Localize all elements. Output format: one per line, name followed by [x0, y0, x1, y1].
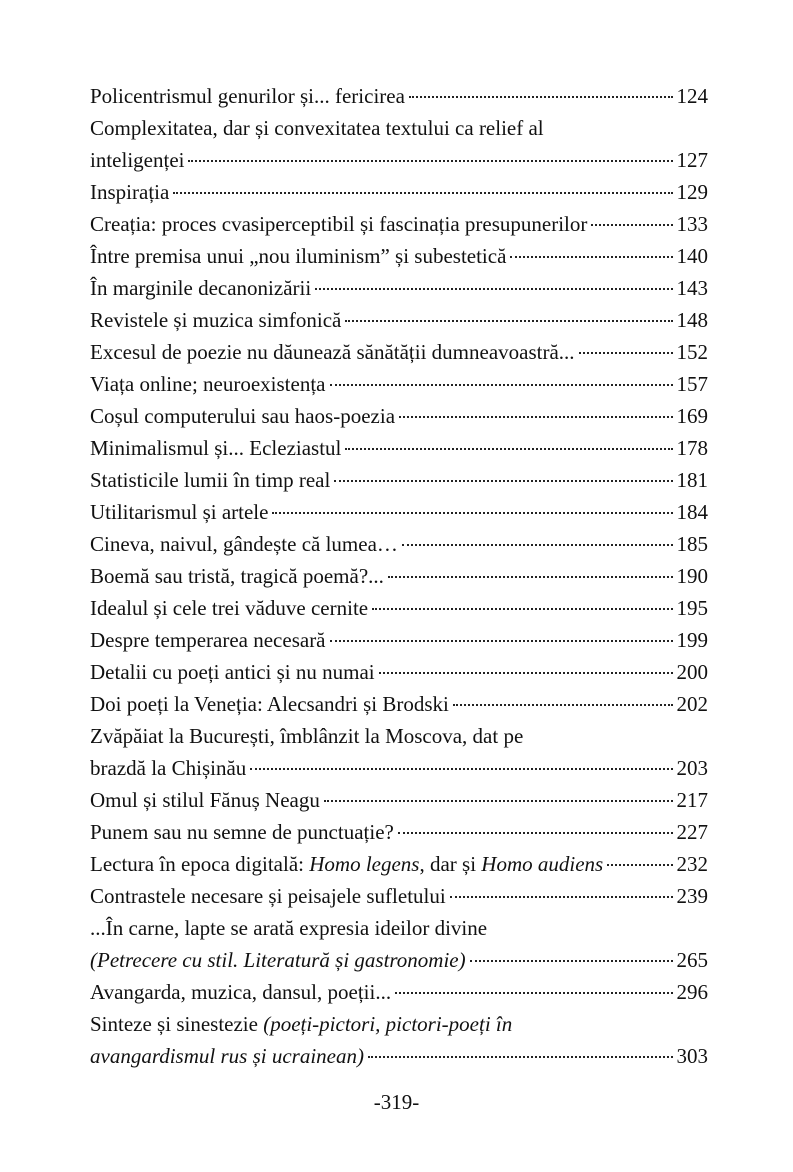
- toc-entry-title: Între premisa unui „nou iluminism” și subestetică: [90, 244, 507, 268]
- toc-entry-page-number: 200: [676, 660, 708, 684]
- toc-entry-page-number: 296: [676, 980, 708, 1004]
- toc-entry-page-number: 152: [676, 340, 708, 364]
- toc-entry: [90, 816, 708, 848]
- toc-entry-title: Coșul computerului sau haos-poezia: [90, 404, 396, 428]
- toc-entry-row: [90, 560, 708, 592]
- toc-entry-page-number: 181: [676, 468, 708, 492]
- toc-entry-row: [90, 432, 708, 464]
- toc-entry-title: [90, 848, 603, 880]
- toc-entry-row: [90, 656, 708, 688]
- toc-entry-page-number: 202: [676, 692, 708, 716]
- toc-entry-page-number: 169: [676, 404, 708, 428]
- toc-entry-page-number: 303: [676, 1044, 708, 1068]
- toc-entry-page-number: 217: [676, 788, 708, 812]
- toc-entry-title: Creația: proces cvasiperceptibil și fascinația presupunerilor: [90, 212, 588, 236]
- dot-leader: [399, 416, 672, 418]
- toc-entry-page-number: 157: [676, 372, 708, 396]
- toc-entry-title: Cineva, naivul, gândește că lumea…: [90, 532, 398, 556]
- toc-entry-title: Detalii cu poeți antici și nu numai: [90, 660, 375, 684]
- toc-entry-page-number: 185: [676, 532, 708, 556]
- toc-entry-row: [90, 976, 708, 1008]
- toc-entry-page-number: 227: [676, 820, 708, 844]
- toc-entry-title: brazdă la Chișinău: [90, 756, 247, 780]
- toc-entry-title: Minimalismul și... Ecleziastul: [90, 436, 342, 460]
- toc-entry-page-number: 148: [676, 308, 708, 332]
- toc-entry-title: Utilitarismul și artele: [90, 500, 269, 524]
- toc-entry-row: [90, 336, 708, 368]
- toc-entry: [90, 208, 708, 240]
- toc-entry: [90, 912, 708, 976]
- toc-entry-title-line: Complexitatea, dar și convexitatea textului ca relief al: [90, 116, 544, 140]
- toc-entry: [90, 176, 708, 208]
- toc-entry-row: [90, 1040, 708, 1072]
- toc-entry-page-number: 199: [676, 628, 708, 652]
- toc-entry-title: Doi poeți la Veneția: Alecsandri și Brodski: [90, 692, 449, 716]
- dot-leader: [510, 256, 672, 258]
- dot-leader: [450, 896, 673, 898]
- toc-entry-title: (Petrecere cu stil. Literatură și gastronomie): [90, 948, 466, 972]
- dot-leader: [330, 640, 673, 642]
- toc-entry-page-number: 232: [676, 852, 708, 876]
- toc-entry-page-number: 195: [676, 596, 708, 620]
- toc-entry-title-line: Zvăpăiat la București, îmblânzit la Moscova, dat pe: [90, 724, 524, 748]
- toc-entry: [90, 560, 708, 592]
- toc-entry-title: Viața online; neuroexistența: [90, 372, 326, 396]
- dot-leader: [334, 480, 672, 482]
- toc-entry-row: [90, 496, 708, 528]
- toc-entry: [90, 784, 708, 816]
- toc-entry-page-number: 239: [676, 884, 708, 908]
- toc-entry-title: Inspirația: [90, 180, 170, 204]
- toc-entry-row: [90, 80, 708, 112]
- toc-entry-title: Avangarda, muzica, dansul, poeții...: [90, 980, 392, 1004]
- toc-entry: [90, 624, 708, 656]
- dot-leader: [379, 672, 673, 674]
- dot-leader: [402, 544, 673, 546]
- toc-entry-title-fragment: Homo audiens: [481, 852, 604, 876]
- toc-entry-row: [90, 944, 708, 976]
- toc-entry-page-number: 190: [676, 564, 708, 588]
- toc-entry: [90, 432, 708, 464]
- toc-entry-row: [90, 752, 708, 784]
- toc-entry-title: Policentrismul genurilor și... fericirea: [90, 84, 405, 108]
- toc-entry-row: [90, 208, 708, 240]
- dot-leader: [345, 320, 672, 322]
- dot-leader: [388, 576, 673, 578]
- toc-entry-title-fragment: , dar și: [419, 852, 482, 876]
- toc-entry-row: [90, 880, 708, 912]
- toc-entry-page-number: 143: [676, 276, 708, 300]
- toc-entry-title-fragment: Lectura în epoca digitală:: [90, 852, 310, 876]
- dot-leader: [453, 704, 673, 706]
- dot-leader: [188, 160, 672, 162]
- toc-entry: [90, 304, 708, 336]
- toc-entry-page-number: 140: [676, 244, 708, 268]
- dot-leader: [470, 960, 673, 962]
- toc-entry-title: Statisticile lumii în timp real: [90, 468, 331, 492]
- toc-entry: [90, 464, 708, 496]
- toc-entry-title: Punem sau nu semne de punctuație?: [90, 820, 394, 844]
- dot-leader: [372, 608, 672, 610]
- toc-entry: [90, 112, 708, 176]
- toc-entry: [90, 848, 708, 880]
- table-of-contents: [90, 80, 708, 1072]
- toc-entry-page-number: 124: [676, 84, 708, 108]
- toc-entry-row: [90, 528, 708, 560]
- toc-entry-page-number: 184: [676, 500, 708, 524]
- toc-entry-row: [90, 816, 708, 848]
- dot-leader: [173, 192, 672, 194]
- toc-entry-row: [90, 848, 708, 880]
- page-number: -319-: [373, 1090, 420, 1114]
- toc-entry: [90, 720, 708, 784]
- toc-entry-title-line: [90, 1008, 708, 1040]
- dot-leader: [591, 224, 672, 226]
- toc-entry-row: [90, 624, 708, 656]
- toc-entry-row: [90, 784, 708, 816]
- toc-entry: [90, 80, 708, 112]
- dot-leader: [395, 992, 672, 994]
- toc-entry-title: inteligenței: [90, 148, 185, 172]
- toc-entry-title: Boemă sau tristă, tragică poemă?...: [90, 564, 384, 588]
- toc-entry-title: Despre temperarea necesară: [90, 628, 326, 652]
- toc-entry-title: În marginile decanonizării: [90, 276, 312, 300]
- toc-entry-page-number: 203: [676, 756, 708, 780]
- dot-leader: [368, 1056, 673, 1058]
- dot-leader: [250, 768, 672, 770]
- toc-entry: [90, 880, 708, 912]
- toc-entry: [90, 368, 708, 400]
- toc-entry: [90, 592, 708, 624]
- dot-leader: [409, 96, 673, 98]
- toc-entry-row: [90, 592, 708, 624]
- toc-entry-title: Contrastele necesare și peisajele sufletului: [90, 884, 446, 908]
- toc-entry-page-number: 129: [676, 180, 708, 204]
- toc-entry: [90, 1008, 708, 1072]
- dot-leader: [579, 352, 673, 354]
- toc-entry: [90, 272, 708, 304]
- toc-entry-row: [90, 464, 708, 496]
- toc-entry: [90, 688, 708, 720]
- toc-entry-row: [90, 304, 708, 336]
- toc-entry-title: avangardismul rus și ucrainean): [90, 1044, 364, 1068]
- toc-entry: [90, 400, 708, 432]
- dot-leader: [315, 288, 672, 290]
- toc-entry-row: [90, 400, 708, 432]
- toc-entry-title-fragment: (poeți-pictori, pictori-poeți în: [263, 1012, 513, 1036]
- toc-entry: [90, 976, 708, 1008]
- toc-entry-page-number: 178: [676, 436, 708, 460]
- toc-entry-row: [90, 144, 708, 176]
- dot-leader: [272, 512, 672, 514]
- toc-entry: [90, 528, 708, 560]
- toc-entry: [90, 656, 708, 688]
- dot-leader: [345, 448, 672, 450]
- toc-entry-row: [90, 368, 708, 400]
- toc-entry-title: Idealul și cele trei văduve cernite: [90, 596, 369, 620]
- toc-entry-page-number: 133: [676, 212, 708, 236]
- toc-entry-title: Omul și stilul Fănuș Neagu: [90, 788, 320, 812]
- toc-entry-row: [90, 176, 708, 208]
- toc-entry: [90, 336, 708, 368]
- toc-entry-row: [90, 688, 708, 720]
- toc-entry-title-line: ...În carne, lapte se arată expresia ideilor divine: [90, 916, 488, 940]
- toc-entry-title: Excesul de poezie nu dăunează sănătății dumneavoastră...: [90, 340, 575, 364]
- toc-entry-title-fragment: Sinteze și sinestezie: [90, 1012, 264, 1036]
- toc-entry-title: Revistele și muzica simfonică: [90, 308, 342, 332]
- toc-entry-page-number: 265: [676, 948, 708, 972]
- toc-entry: [90, 240, 708, 272]
- toc-entry-title-fragment: Homo legens: [309, 852, 420, 876]
- dot-leader: [398, 832, 673, 834]
- toc-entry: [90, 496, 708, 528]
- dot-leader: [330, 384, 673, 386]
- toc-entry-row: [90, 272, 708, 304]
- toc-entry-row: [90, 240, 708, 272]
- dot-leader: [324, 800, 673, 802]
- dot-leader: [607, 864, 672, 866]
- toc-entry-page-number: 127: [676, 148, 708, 172]
